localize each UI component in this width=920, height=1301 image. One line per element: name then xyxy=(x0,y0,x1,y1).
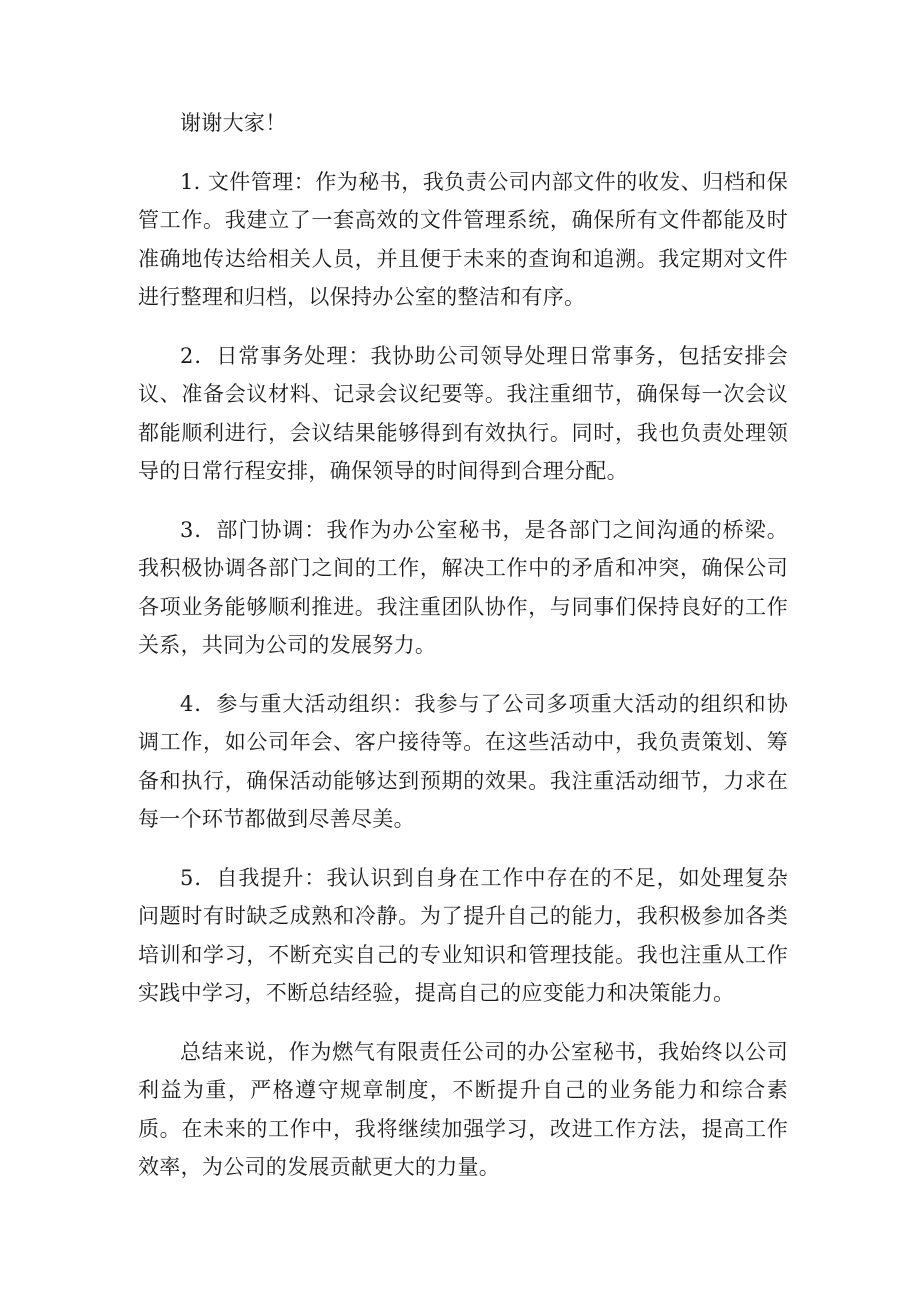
paragraph-summary: 总结来说，作为燃气有限责任公司的办公室秘书，我始终以公司利益为重，严格遵守规章制度，不断提升自己的业务能力和综合素质。在未来的工作中，我将继续加强学习，改进工作方法，提高工作效率，为公司的发展贡献更大的力量。 xyxy=(138,1039,788,1179)
paragraph-self-improvement: 5．自我提升：我认识到自身在工作中存在的不足，如处理复杂问题时有时缺乏成熟和冷静。为了提升自己的能力，我积极参加各类培训和学习，不断充实自己的专业知识和管理技能。我也注重从工作实践中学习，不断总结经验，提高自己的应变能力和决策能力。 xyxy=(138,865,788,1005)
paragraph-daily-affairs: 2．日常事务处理：我协助公司领导处理日常事务，包括安排会议、准备会议材料、记录会议纪要等。我注重细节，确保每一次会议都能顺利进行，会议结果能够得到有效执行。同时，我也负责处理领导的日常行程安排，确保领导的时间得到合理分配。 xyxy=(138,343,788,483)
paragraph-major-events: 4．参与重大活动组织：我参与了公司多项重大活动的组织和协调工作，如公司年会、客户接待等。在这些活动中，我负责策划、筹备和执行，确保活动能够达到预期的效果。我注重活动细节，力求在每一个环节都做到尽善尽美。 xyxy=(138,691,788,831)
document-page xyxy=(138,104,788,1187)
greeting-text: 谢谢大家！ xyxy=(180,111,287,135)
paragraph-file-management: 1. 文件管理：作为秘书，我负责公司内部文件的收发、归档和保管工作。我建立了一套高效的文件管理系统，确保所有文件都能及时准确地传达给相关人员，并且便于未来的查询和追溯。我定期对文件进行整理和归档，以保持办公室的整洁和有序。 xyxy=(138,169,788,309)
paragraph-department-coordination: 3．部门协调：我作为办公室秘书，是各部门之间沟通的桥梁。我积极协调各部门之间的工作，解决工作中的矛盾和冲突，确保公司各项业务能够顺利推进。我注重团队协作，与同事们保持良好的工作关系，共同为公司的发展努力。 xyxy=(138,517,788,657)
